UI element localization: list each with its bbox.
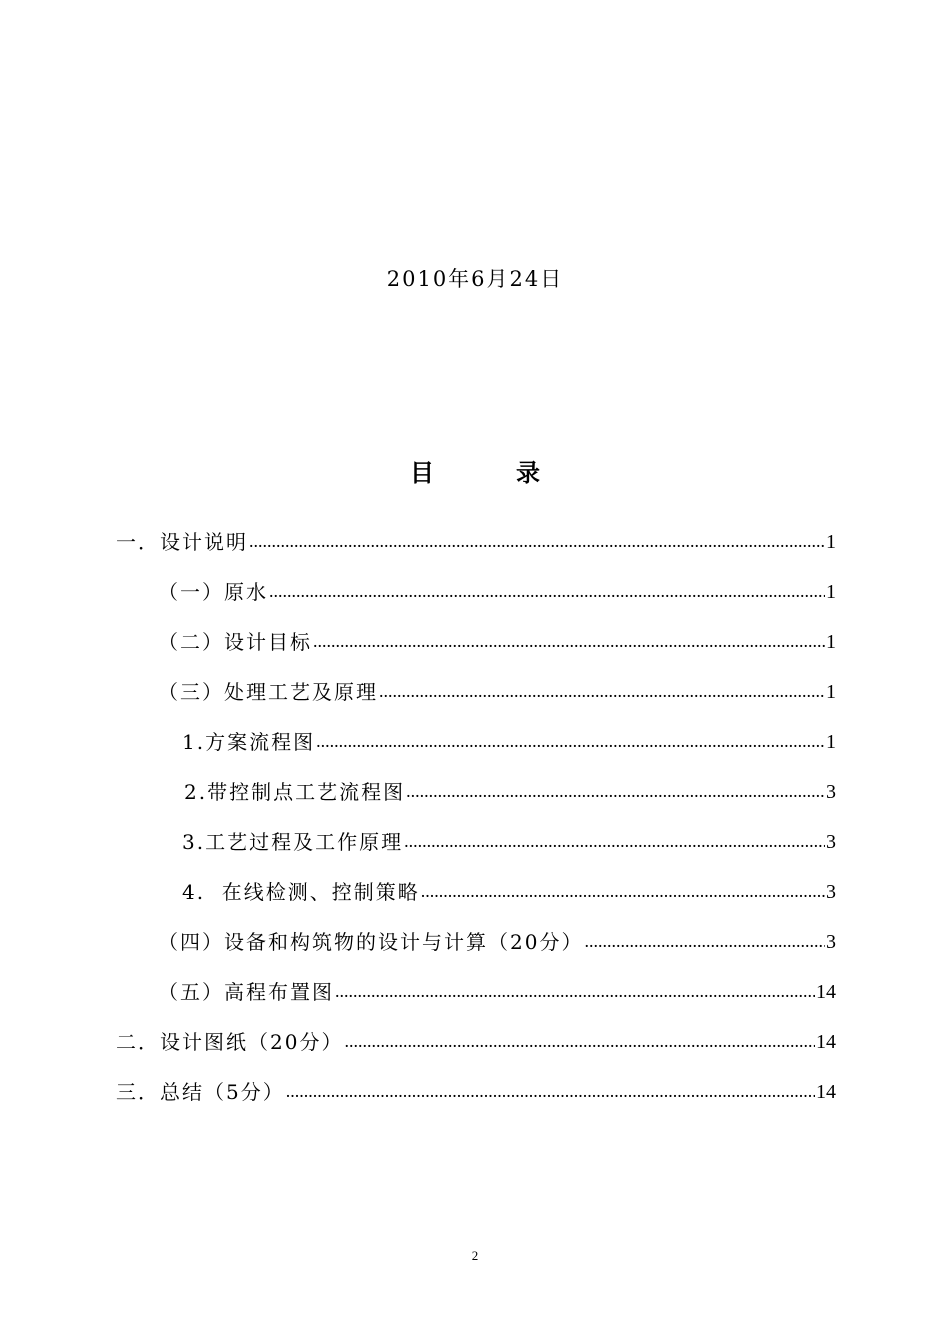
toc-entry[interactable] bbox=[116, 518, 836, 556]
toc-entry-label: 一．设计说明 bbox=[116, 530, 248, 554]
toc-entry[interactable] bbox=[182, 718, 836, 756]
toc-entry[interactable] bbox=[116, 1018, 836, 1056]
toc-entry-label: （二）设计目标 bbox=[158, 630, 312, 654]
toc-entry-label: （一）原水 bbox=[158, 580, 268, 604]
toc-leader-dots bbox=[344, 1029, 815, 1056]
toc-entry-label: （五）高程布置图 bbox=[158, 980, 334, 1004]
toc-leader-dots bbox=[269, 579, 825, 606]
toc-entry[interactable] bbox=[158, 918, 836, 956]
toc-entry-page: 1 bbox=[826, 681, 836, 703]
toc-entry-label: 二．设计图纸（20分） bbox=[116, 1030, 344, 1054]
toc-entry-page: 3 bbox=[826, 931, 836, 953]
toc-title-second-char: 录 bbox=[516, 458, 540, 487]
toc-leader-dots bbox=[404, 829, 825, 856]
toc-entry[interactable] bbox=[158, 668, 836, 706]
page-number: 2 bbox=[471, 1248, 479, 1263]
toc-entry[interactable] bbox=[182, 818, 836, 856]
toc-entry-page: 3 bbox=[826, 781, 836, 803]
toc-leader-dots bbox=[421, 879, 825, 906]
toc-entry[interactable] bbox=[184, 768, 836, 806]
toc-entry[interactable] bbox=[158, 568, 836, 606]
toc-leader-dots bbox=[335, 979, 815, 1006]
toc-entry-page: 14 bbox=[816, 1031, 836, 1053]
toc-entry-page: 1 bbox=[826, 731, 836, 753]
toc-entry-page: 14 bbox=[816, 981, 836, 1003]
toc-entry-page: 1 bbox=[826, 631, 836, 653]
toc-leader-dots bbox=[379, 679, 825, 706]
toc-title bbox=[0, 455, 950, 491]
toc-title-first-char: 目 bbox=[410, 458, 434, 487]
toc-entry-label: 三．总结（5分） bbox=[116, 1080, 285, 1104]
toc-entry-page: 1 bbox=[826, 531, 836, 553]
toc-entry-page: 3 bbox=[826, 831, 836, 853]
toc-entry-label: 4. 在线检测、控制策略 bbox=[182, 880, 420, 904]
toc-entry-page: 3 bbox=[826, 881, 836, 903]
toc-entry-page: 14 bbox=[816, 1081, 836, 1103]
report-date: 2010年6月24日 bbox=[386, 267, 564, 291]
toc-leader-dots bbox=[406, 779, 825, 806]
toc-entry-page: 1 bbox=[826, 581, 836, 603]
toc-entry-label: 2.带控制点工艺流程图 bbox=[184, 780, 406, 804]
toc-entry-label: （四）设备和构筑物的设计与计算（20分） bbox=[158, 930, 584, 954]
toc-entry[interactable] bbox=[182, 868, 836, 906]
toc-leader-dots bbox=[313, 629, 825, 656]
toc-entry-label: （三）处理工艺及原理 bbox=[158, 680, 378, 704]
toc-leader-dots bbox=[316, 729, 825, 756]
toc-entry[interactable] bbox=[158, 618, 836, 656]
toc-entry-label: 3.工艺过程及工作原理 bbox=[182, 830, 404, 854]
toc-entry-label: 1.方案流程图 bbox=[182, 730, 316, 754]
toc-entry[interactable] bbox=[158, 968, 836, 1006]
toc-entry[interactable] bbox=[116, 1068, 836, 1106]
toc-leader-dots bbox=[249, 529, 825, 556]
toc-leader-dots bbox=[286, 1079, 815, 1106]
toc-leader-dots bbox=[584, 929, 825, 956]
